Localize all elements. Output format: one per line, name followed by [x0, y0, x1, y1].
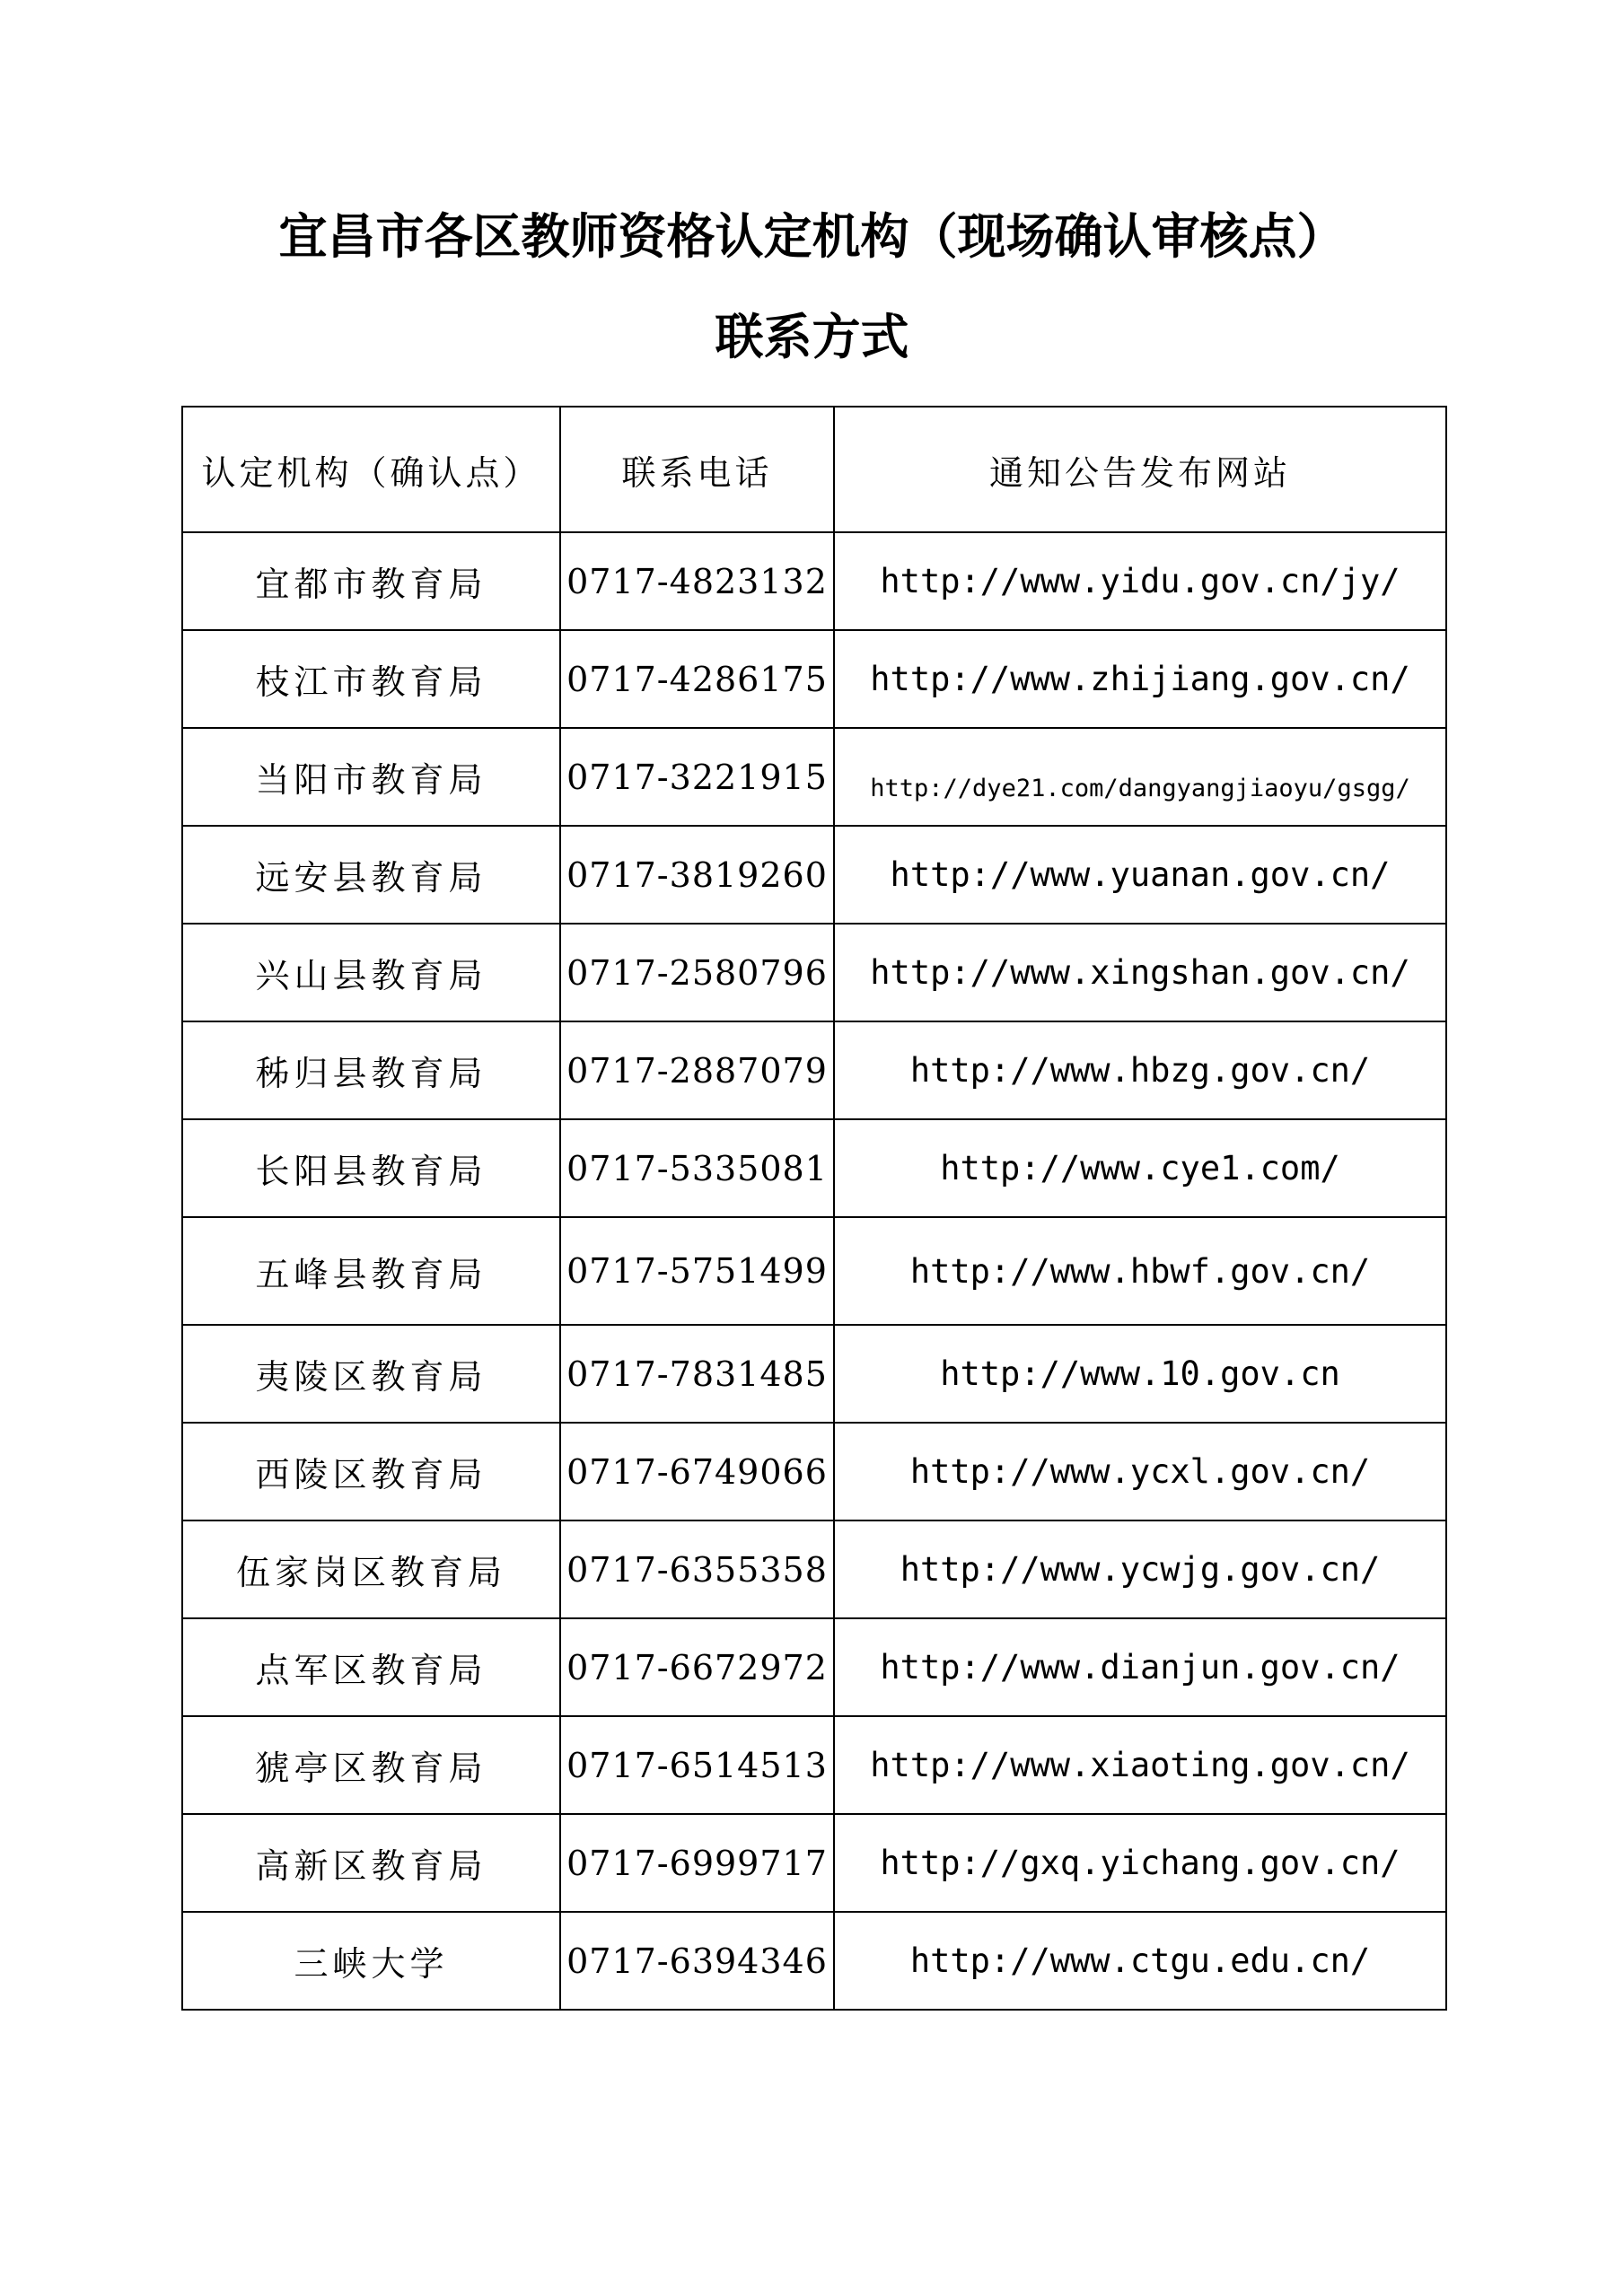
org-cell: 五峰县教育局: [182, 1217, 560, 1325]
org-cell: 枝江市教育局: [182, 630, 560, 728]
website-link[interactable]: http://www.yuanan.gov.cn/: [834, 826, 1446, 924]
table-row: [182, 1021, 1446, 1119]
document-title: 宜昌市各区教师资格认定机构（现场确认审核点）: [278, 207, 1346, 265]
org-cell: 伍家岗区教育局: [182, 1520, 560, 1618]
website-link[interactable]: http://www.zhijiang.gov.cn/: [834, 630, 1446, 728]
org-cell: 宜都市教育局: [182, 532, 560, 630]
header-org: 认定机构（确认点）: [182, 407, 560, 532]
phone-cell: 0717-6999717: [560, 1814, 834, 1912]
org-cell: 远安县教育局: [182, 826, 560, 924]
phone-cell: 0717-5335081: [560, 1119, 834, 1217]
website-link[interactable]: http://www.hbzg.gov.cn/: [834, 1021, 1446, 1119]
phone-cell: 0717-6394346: [560, 1912, 834, 2010]
phone-cell: 0717-6355358: [560, 1520, 834, 1618]
table-row: [182, 1814, 1446, 1912]
phone-cell: 0717-6672972: [560, 1618, 834, 1716]
org-cell: 猇亭区教育局: [182, 1716, 560, 1814]
table-row: [182, 924, 1446, 1021]
website-link[interactable]: http://www.dianjun.gov.cn/: [834, 1618, 1446, 1716]
document-subtitle: 联系方式: [715, 308, 909, 365]
table-row: [182, 1217, 1446, 1325]
table-row: [182, 1520, 1446, 1618]
website-link[interactable]: http://dye21.com/dangyangjiaoyu/gsgg/: [834, 728, 1446, 826]
phone-cell: 0717-7831485: [560, 1325, 834, 1423]
org-cell: 高新区教育局: [182, 1814, 560, 1912]
phone-cell: 0717-4286175: [560, 630, 834, 728]
website-link[interactable]: http://www.cye1.com/: [834, 1119, 1446, 1217]
org-cell: 长阳县教育局: [182, 1119, 560, 1217]
org-cell: 秭归县教育局: [182, 1021, 560, 1119]
org-cell: 夷陵区教育局: [182, 1325, 560, 1423]
website-link[interactable]: http://www.xiaoting.gov.cn/: [834, 1716, 1446, 1814]
website-link[interactable]: http://www.ctgu.edu.cn/: [834, 1912, 1446, 2010]
phone-cell: 0717-6749066: [560, 1423, 834, 1520]
phone-cell: 0717-4823132: [560, 532, 834, 630]
phone-cell: 0717-2887079: [560, 1021, 834, 1119]
website-link[interactable]: http://www.xingshan.gov.cn/: [834, 924, 1446, 1021]
org-cell: 当阳市教育局: [182, 728, 560, 826]
table-row: [182, 532, 1446, 630]
org-cell: 西陵区教育局: [182, 1423, 560, 1520]
website-link[interactable]: http://www.yidu.gov.cn/jy/: [834, 532, 1446, 630]
contacts-table: [181, 406, 1447, 2011]
table-row: [182, 728, 1446, 826]
phone-cell: 0717-3221915: [560, 728, 834, 826]
table-header-row: [182, 407, 1446, 532]
table-row: [182, 1325, 1446, 1423]
phone-cell: 0717-5751499: [560, 1217, 834, 1325]
website-link[interactable]: http://gxq.yichang.gov.cn/: [834, 1814, 1446, 1912]
table-row: [182, 826, 1446, 924]
org-cell: 三峡大学: [182, 1912, 560, 2010]
table-row: [182, 1119, 1446, 1217]
phone-cell: 0717-2580796: [560, 924, 834, 1021]
table-row: [182, 1716, 1446, 1814]
website-link[interactable]: http://www.hbwf.gov.cn/: [834, 1217, 1446, 1325]
website-link[interactable]: http://www.ycxl.gov.cn/: [834, 1423, 1446, 1520]
header-phone: 联系电话: [560, 407, 834, 532]
header-website: 通知公告发布网站: [834, 407, 1446, 532]
phone-cell: 0717-6514513: [560, 1716, 834, 1814]
website-link[interactable]: http://www.ycwjg.gov.cn/: [834, 1520, 1446, 1618]
org-cell: 兴山县教育局: [182, 924, 560, 1021]
website-link[interactable]: http://www.10.gov.cn: [834, 1325, 1446, 1423]
org-cell: 点军区教育局: [182, 1618, 560, 1716]
table-row: [182, 1912, 1446, 2010]
table-row: [182, 630, 1446, 728]
table-row: [182, 1618, 1446, 1716]
table-row: [182, 1423, 1446, 1520]
phone-cell: 0717-3819260: [560, 826, 834, 924]
